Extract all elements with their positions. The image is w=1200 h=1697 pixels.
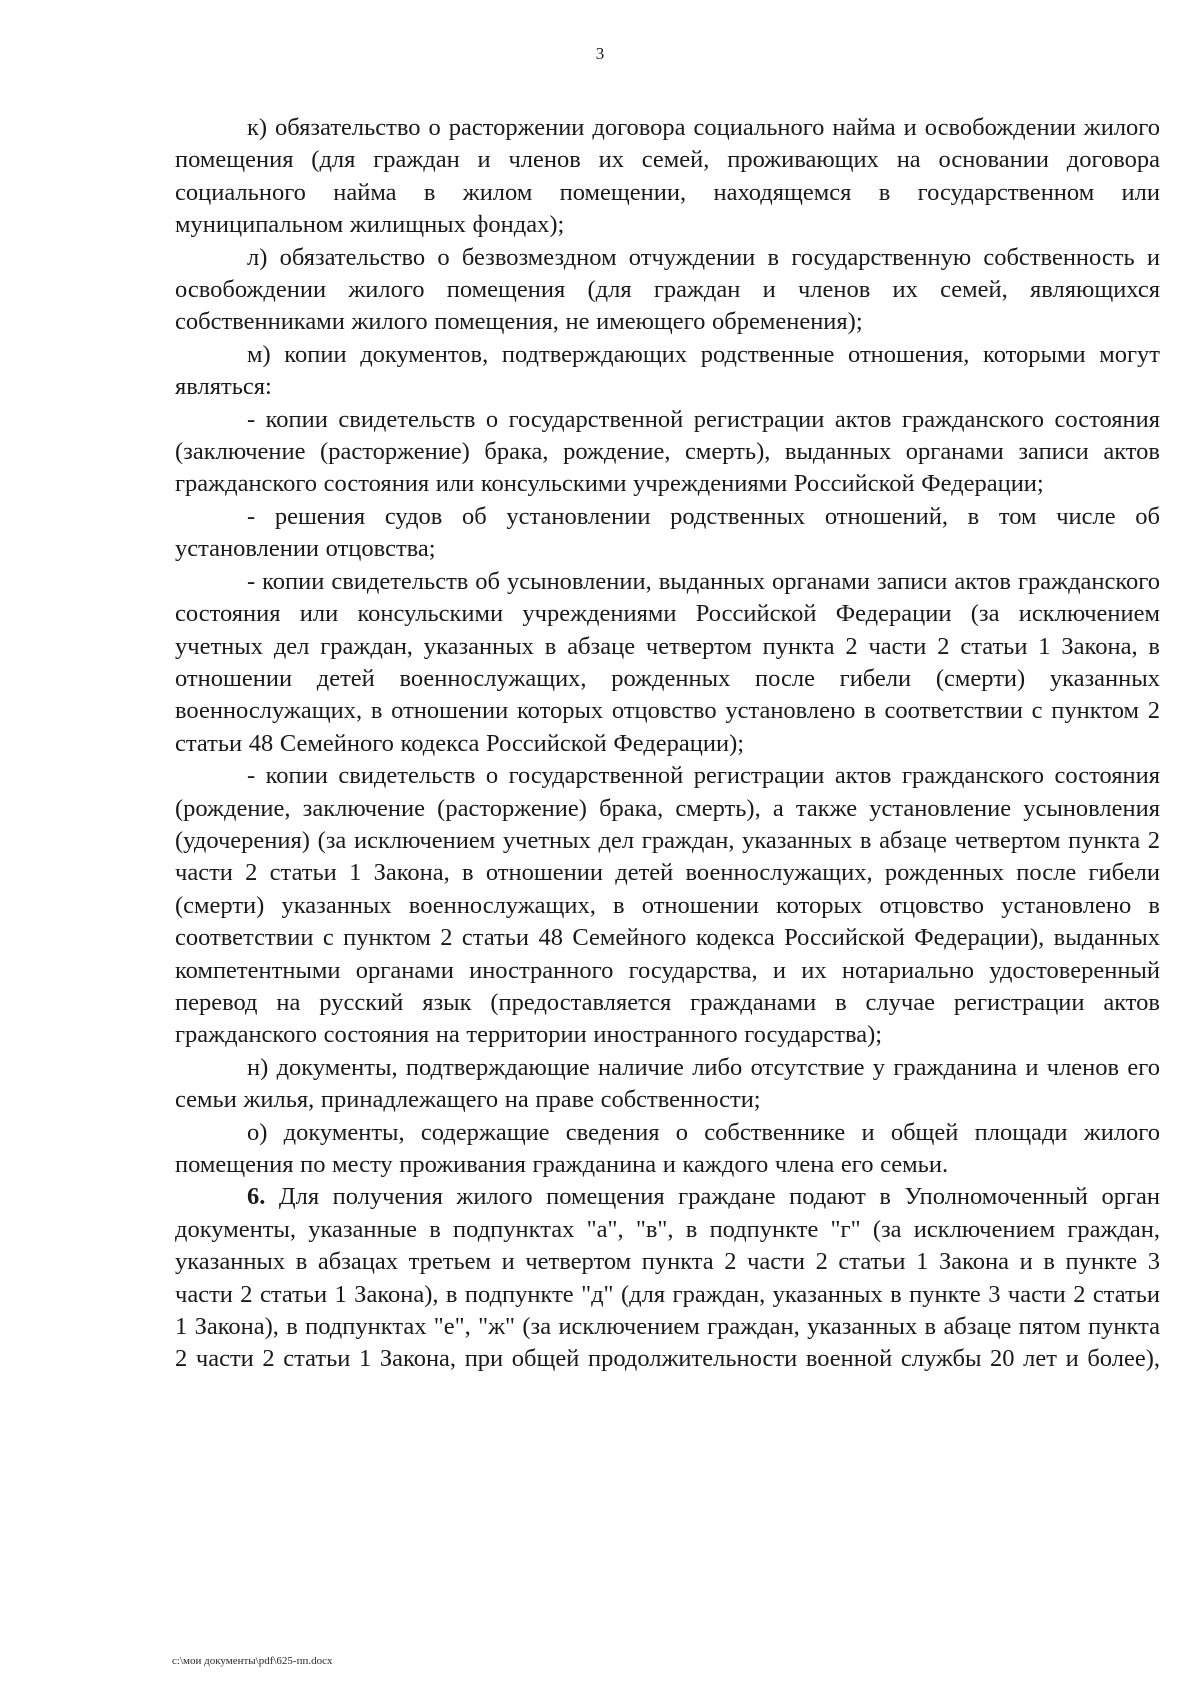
page-number: 3 xyxy=(595,44,605,63)
paragraph-6 xyxy=(175,1181,1160,1375)
paragraph-l xyxy=(175,242,1160,339)
paragraph-text: - решения судов об установлении родственных отношений, в том числе об установлении отцовства; xyxy=(175,502,1160,563)
paragraph-o xyxy=(175,1117,1160,1182)
paragraph-text: Для получения жилого помещения граждане подают в Уполномоченный орган документы, указанные в подпунктах "а", "в", в подпункте "г" (за исключением граждан, указанных в абзацах третьем и четвертом пункта 2 части 2 статьи 1 Закона и в пункте 3 части 2 статьи 1 Закона), в подпункте "д" (для граждан, указанных в пункте 3 части 2 статьи 1 Закона), в подпунктах "е", "ж" (за исключением граждан, указанных в абзаце пятом пункта 2 части 2 статьи 1 Закона, при общей продолжительности военной службы 20 лет и более), xyxy=(175,1183,1160,1373)
paragraph-m-item-4 xyxy=(175,760,1160,1052)
paragraph-text: н) документы, подтверждающие наличие либо отсутствие у гражданина и членов его семьи жилья, принадлежащего на праве собственности; xyxy=(175,1053,1160,1114)
paragraph-text: л) обязательство о безвозмездном отчуждении в государственную собственность и освобождении жилого помещения (для граждан и членов их семей, являющихся собственниками жилого помещения, не имеющего обременения); xyxy=(175,243,1160,336)
paragraph-number: 6. xyxy=(247,1183,266,1211)
paragraph-text: м) копии документов, подтверждающих родственные отношения, которыми могут являться: xyxy=(175,340,1160,401)
document-body xyxy=(175,112,1160,1376)
paragraph-text: о) документы, содержащие сведения о собственнике и общей площади жилого помещения по месту проживания гражданина и каждого члена его семьи. xyxy=(175,1118,1160,1178)
paragraph-text: к) обязательство о расторжении договора социального найма и освобождении жилого помещения (для граждан и членов их семей, проживающих на основании договора социального найма в жилом помещении, находящемся в государственном или муниципальном жилищных фондах); xyxy=(175,114,1160,239)
paragraph-k xyxy=(175,112,1160,242)
paragraph-m xyxy=(175,339,1160,404)
paragraph-text: - копии свидетельств о государственной регистрации актов гражданского состояния (заключение (расторжение) брака, рождение, смерть), выданных органами записи актов гражданского состояния или консульскими учреждениями Российской Федерации; xyxy=(175,405,1160,498)
paragraph-m-item-1 xyxy=(175,404,1160,501)
paragraph-text: - копии свидетельств об усыновлении, выданных органами записи актов гражданского состояния или консульскими учреждениями Российской Федерации (за исключением учетных дел граждан, указанных в абзаце четвертом пункта 2 части 2 статьи 1 Закона, в отношении детей военнослужащих, рожденных после гибели (смерти) указанных военнослужащих, в отношении которых отцовство установлено в соответствии с пунктом 2 статьи 48 Семейного кодекса Российской Федерации); xyxy=(175,567,1160,757)
paragraph-text: - копии свидетельств о государственной регистрации актов гражданского состояния (рождение, заключение (расторжение) брака, смерть), а также установление усыновления (удочерения) (за исключением учетных дел граждан, указанных в абзаце четвертом пункта 2 части 2 статьи 1 Закона, в отношении детей военнослужащих, рожденных после гибели (смерти) указанных военнослужащих, в отношении которых отцовство установлено в соответствии с пунктом 2 статьи 48 Семейного кодекса Российской Федерации), выданных компетентными органами иностранного государства, и их нотариально удостоверенный перевод на русский язык (предоставляется гражданами в случае регистрации актов гражданского состояния на территории иностранного государства); xyxy=(175,762,1160,1049)
paragraph-m-item-2 xyxy=(175,501,1160,566)
footer-file-path: c:\мои документы\pdf\625-пп.docx xyxy=(172,1655,333,1667)
paragraph-n xyxy=(175,1052,1160,1117)
paragraph-m-item-3 xyxy=(175,566,1160,760)
